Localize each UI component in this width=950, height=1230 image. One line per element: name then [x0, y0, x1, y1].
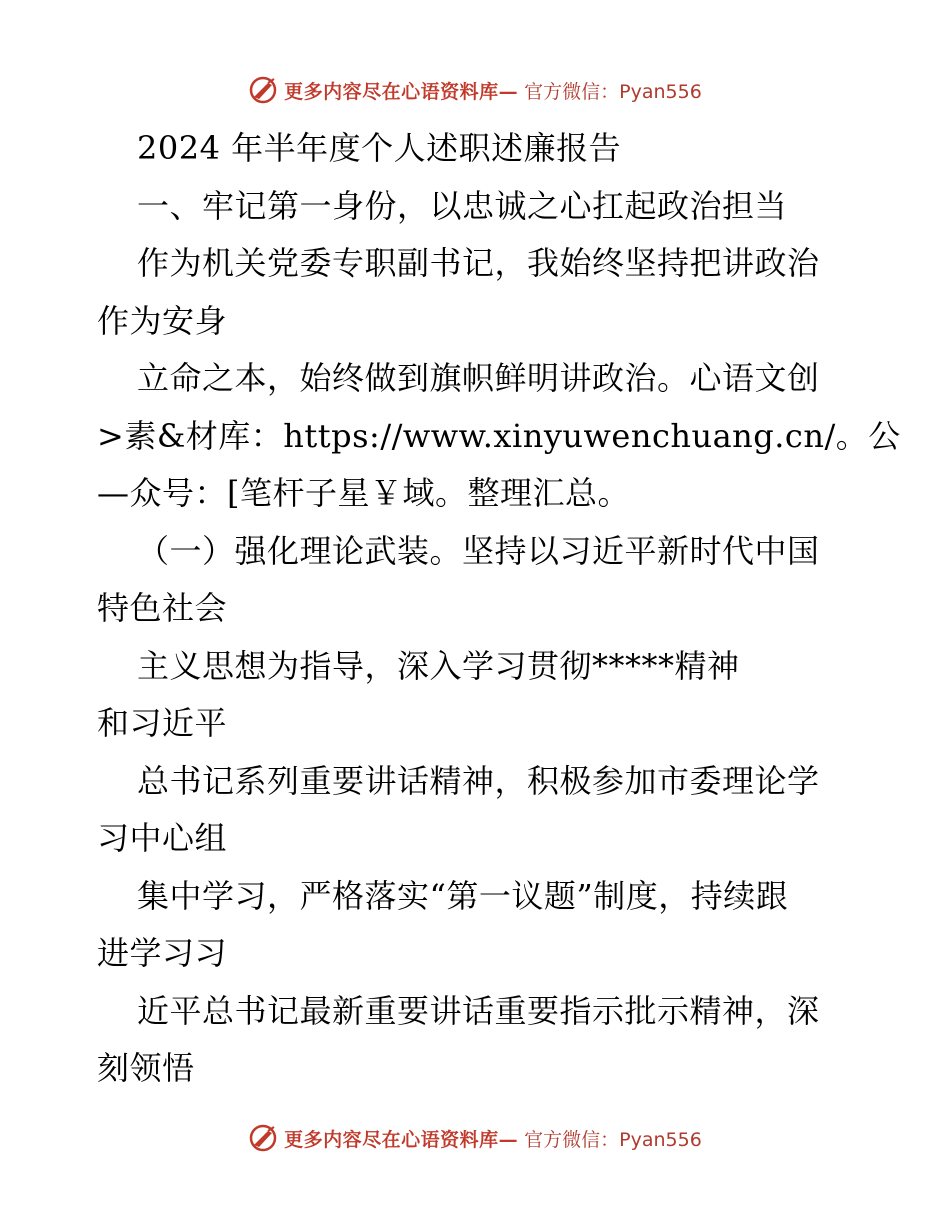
- pen-logo-icon: [248, 75, 278, 105]
- paragraph-line: 特色社会: [97, 589, 228, 627]
- paragraph-line: 主义思想为指导，深入学习贯彻*****精神: [137, 646, 740, 685]
- paragraph-line: —众号：[笔杆子星￥域。整理汇总。: [97, 474, 630, 512]
- footer-banner-wechat: 官方微信：Pyan556: [524, 1128, 702, 1151]
- paragraph-line: 总书记系列重要讲话精神，积极参加市委理论学: [137, 761, 820, 800]
- paragraph-line: 习中心组: [97, 819, 228, 857]
- paragraph-line: >素&材库：https://www.xinyuwenchuang.cn/。公: [97, 416, 901, 455]
- document-body: [97, 120, 901, 1098]
- pen-logo-icon: [248, 1123, 278, 1153]
- paragraph-line: 集中学习，严格落实“第一议题”制度，持续跟: [137, 876, 789, 915]
- paragraph-line: 立命之本，始终做到旗帜鲜明讲政治。心语文创: [137, 359, 820, 397]
- paragraph-line: 作为安身: [97, 301, 228, 340]
- header-banner-text: 更多内容尽在心语资料库—: [284, 80, 519, 103]
- subsection-heading-1: （一）强化理论武装。坚持以习近平新时代中国: [137, 531, 820, 570]
- footer-banner-text: 更多内容尽在心语资料库—: [284, 1128, 519, 1151]
- paragraph-line: 进学习习: [97, 934, 228, 972]
- header-watermark-banner: [0, 70, 950, 110]
- header-banner-wechat: 官方微信：Pyan556: [524, 80, 702, 103]
- footer-watermark-banner: [0, 1118, 950, 1158]
- section-heading-1: 一、牢记第一身份，以忠诚之心扛起政治担当: [137, 186, 788, 225]
- paragraph-line: 刻领悟: [97, 1049, 195, 1087]
- paragraph-line: 近平总书记最新重要讲话重要指示批示精神，深: [137, 991, 820, 1030]
- paragraph-line: 和习近平: [97, 704, 228, 742]
- paragraph-line: 作为机关党委专职副书记，我始终坚持把讲政治: [137, 244, 820, 282]
- document-title: 2024 年半年度个人述职述廉报告: [137, 129, 622, 167]
